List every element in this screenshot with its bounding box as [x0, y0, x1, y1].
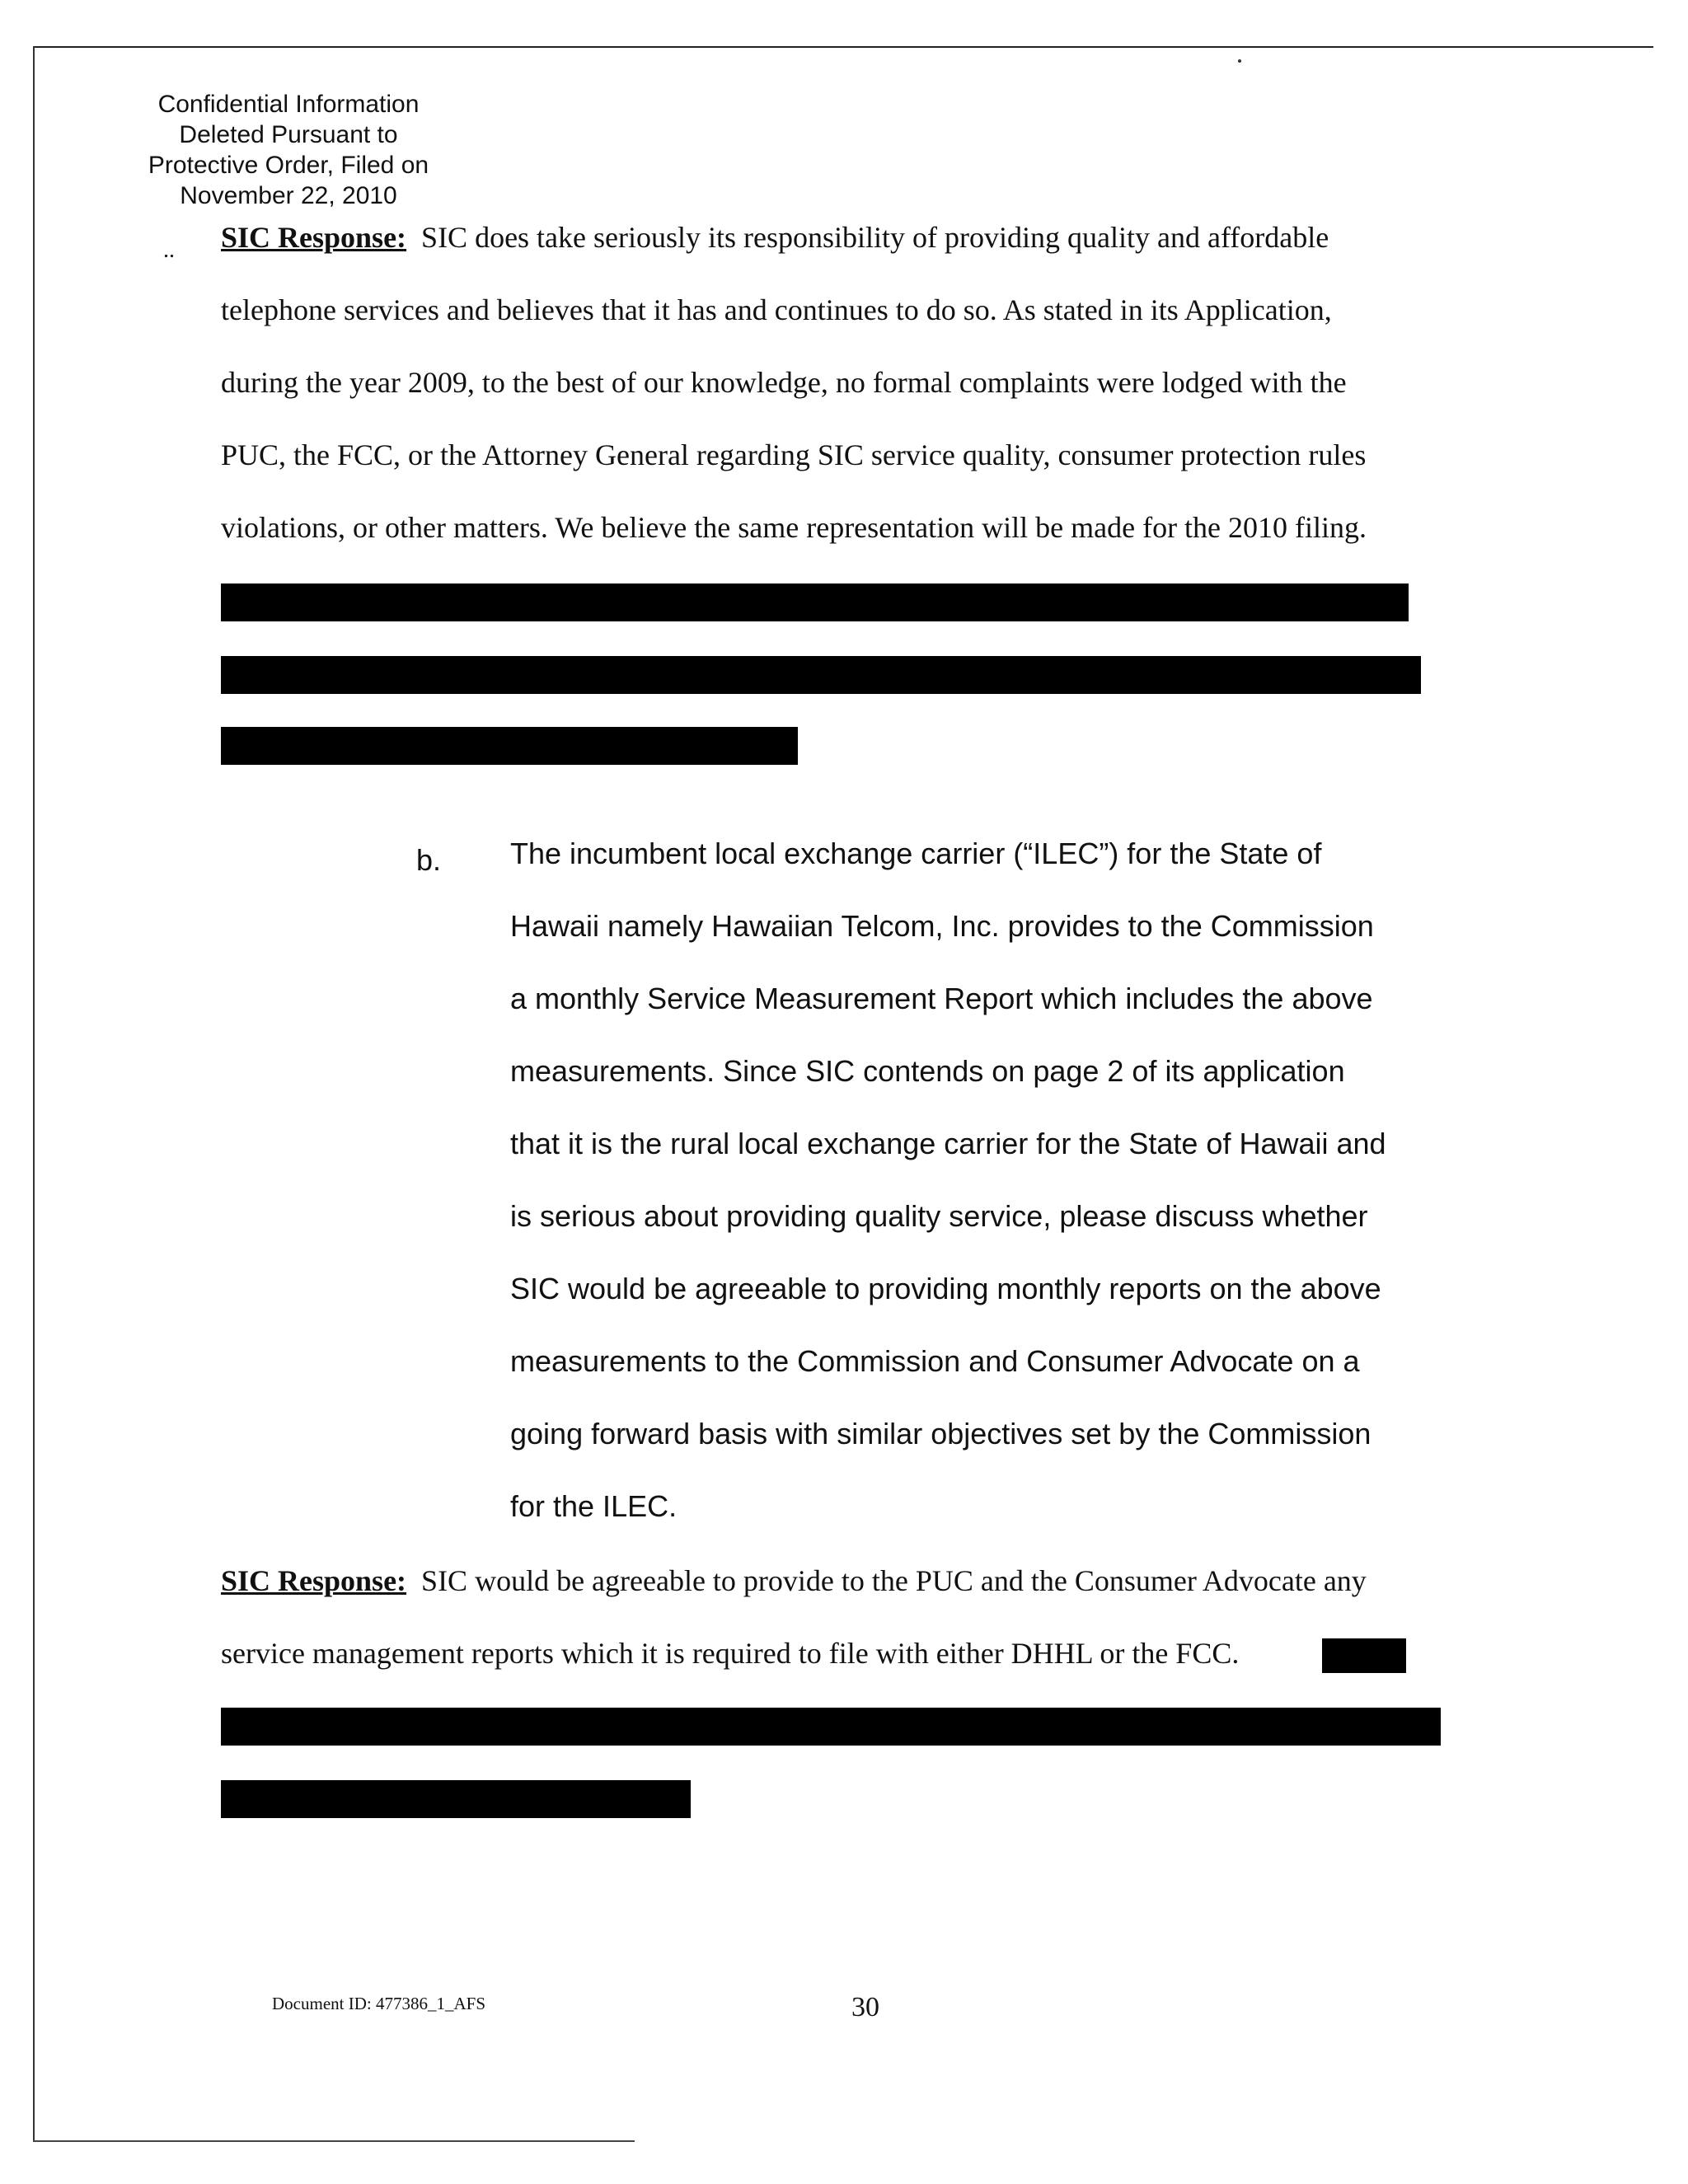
redaction-bar	[221, 1708, 1441, 1746]
response-1-text: SIC does take seriously its responsibility of providing quality and affordable	[421, 221, 1329, 254]
response-2-line: service management reports which it is required to file with either DHHL or the FCC.	[221, 1637, 1240, 1670]
redaction-bar	[221, 1780, 691, 1818]
document-id: Document ID: 477386_1_AFS	[272, 1994, 485, 2013]
page-number: 30	[851, 1992, 879, 2022]
question-b-line: The incumbent local exchange carrier (“ILEC”) for the State of	[510, 837, 1322, 870]
question-b-line: going forward basis with similar objectives set by the Commission	[510, 1417, 1372, 1451]
redaction-bar	[221, 656, 1421, 694]
bottom-border-rule	[33, 2140, 635, 2142]
confidential-notice-line: November 22, 2010	[180, 182, 397, 209]
question-b-line: a monthly Service Measurement Report which includes the above	[510, 982, 1373, 1015]
redaction-bar	[221, 727, 798, 765]
question-b-line: measurements. Since SIC contends on page 2 of its application	[510, 1054, 1345, 1088]
left-border-rule	[33, 46, 35, 2141]
response-1-line: PUC, the FCC, or the Attorney General regarding SIC service quality, consumer protection rules	[221, 438, 1367, 471]
confidential-notice	[124, 89, 453, 211]
sic-response-label: SIC Response:	[221, 1564, 407, 1597]
question-b-line: measurements to the Commission and Consumer Advocate on a	[510, 1344, 1360, 1378]
sic-response-label: SIC Response:	[221, 221, 407, 254]
response-1-line	[221, 219, 1329, 255]
confidential-notice-line: Protective Order, Filed on	[148, 152, 429, 179]
response-1-line: during the year 2009, to the best of our knowledge, no formal complaints were lodged with the	[221, 366, 1347, 399]
redaction-bar	[221, 583, 1409, 621]
confidential-notice-line: Deleted Pursuant to	[179, 121, 398, 148]
response-1-line: telephone services and believes that it has and continues to do so. As stated in its Application,	[221, 293, 1332, 326]
top-border-rule	[33, 46, 1653, 48]
question-b-line: is serious about providing quality service, please discuss whether	[510, 1199, 1368, 1233]
confidential-notice-line: Confidential Information	[157, 91, 420, 118]
item-marker-b: b.	[416, 843, 442, 877]
scan-speck	[1238, 59, 1241, 63]
question-b-line: Hawaii namely Hawaiian Telcom, Inc. provides to the Commission	[510, 909, 1374, 943]
redaction-bar	[1322, 1638, 1406, 1673]
response-1-line: violations, or other matters. We believe the same representation will be made for the 2010 filing.	[221, 511, 1367, 544]
margin-marker: ..	[163, 237, 175, 263]
question-b-line: that it is the rural local exchange carrier for the State of Hawaii and	[510, 1127, 1386, 1160]
response-2-text: SIC would be agreeable to provide to the PUC and the Consumer Advocate any	[421, 1564, 1367, 1597]
question-b-line: for the ILEC.	[510, 1489, 678, 1523]
response-2-line	[221, 1563, 1367, 1599]
question-b-line: SIC would be agreeable to providing monthly reports on the above	[510, 1272, 1381, 1305]
